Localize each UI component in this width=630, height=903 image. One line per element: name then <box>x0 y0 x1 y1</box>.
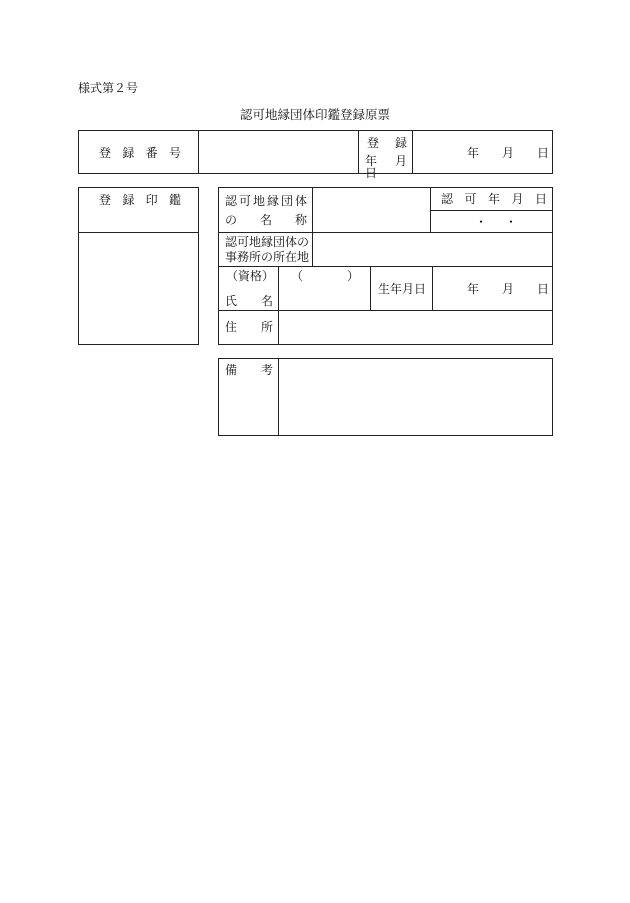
qualification-value: （ ） <box>291 269 359 283</box>
registration-number-label-cell <box>78 130 199 174</box>
address-label: 住 所 <box>225 320 273 334</box>
approval-date-label-cell <box>430 187 553 211</box>
group-name-label-line2: の 名 称 <box>225 213 307 227</box>
office-address-label-line2: 事務所の所在地 <box>225 250 310 264</box>
seal-label-cell <box>78 187 199 233</box>
remarks-label: 備 考 <box>225 363 273 377</box>
seal-impression-area[interactable] <box>78 232 199 345</box>
registration-date-label-line2: 年 月 日 <box>365 154 407 180</box>
birthdate-field[interactable] <box>432 266 553 311</box>
group-name-label-cell <box>218 187 313 233</box>
approval-date-field[interactable] <box>430 210 553 233</box>
group-name-label-line1: 認可地縁団体 <box>225 194 307 208</box>
registration-date-value: 年 月 日 <box>467 146 549 160</box>
representative-name-label-cell <box>218 266 279 311</box>
birthdate-label-cell <box>370 266 433 311</box>
approval-date-value: ・ ・ <box>475 215 517 229</box>
page-title: 認可地縁団体印鑑登録原票 <box>239 107 390 122</box>
registration-date-field[interactable] <box>412 130 553 174</box>
registration-number-field[interactable] <box>198 130 359 174</box>
seal-label: 登 録 印 鑑 <box>99 193 181 207</box>
form-number: 様式第２号 <box>78 81 139 95</box>
registration-date-label-cell <box>358 130 413 180</box>
remarks-field[interactable] <box>278 358 553 436</box>
office-address-field[interactable] <box>312 232 553 267</box>
remarks-label-cell <box>218 358 279 436</box>
approval-date-label: 認 可 年 月 日 <box>441 192 547 206</box>
registration-number-label: 登 録 番 号 <box>99 146 181 160</box>
birthdate-label: 生年月日 <box>378 282 427 296</box>
registration-date-label-line1: 登 録 <box>367 136 407 150</box>
birthdate-value: 年 月 日 <box>467 282 549 296</box>
qualification-label: （資格） <box>226 269 275 283</box>
office-address-label-line1: 認可地縁団体の <box>225 235 310 249</box>
group-name-field[interactable] <box>312 187 431 233</box>
address-field[interactable] <box>278 310 553 345</box>
address-label-cell <box>218 310 279 345</box>
person-name-label: 氏 名 <box>225 294 273 308</box>
office-address-label-cell <box>218 232 313 267</box>
representative-name-field[interactable] <box>278 266 371 311</box>
